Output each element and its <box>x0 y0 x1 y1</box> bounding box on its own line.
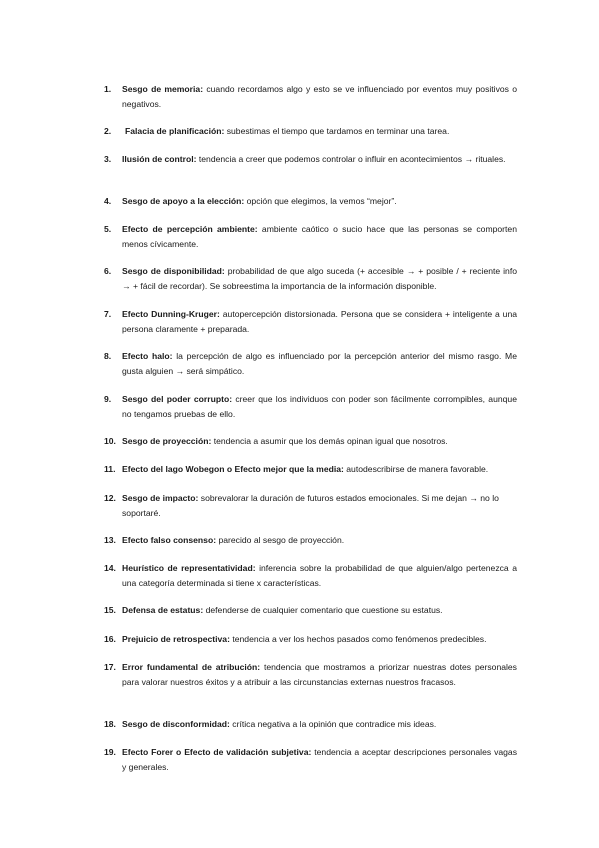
item-text <box>122 660 517 689</box>
item-term: Sesgo de disponibilidad: <box>122 266 225 276</box>
item-description: la percepción de algo es influenciado por la percepción anterior del mismo rasgo. Me gusta alguien → será simpático. <box>122 351 517 376</box>
item-term: Efecto de percepción ambiente: <box>122 224 258 234</box>
item-number: 10. <box>104 436 116 446</box>
item-description: autodescribirse de manera favorable. <box>343 464 489 474</box>
item-description: tendencia a asumir que los demás opinan igual que nosotros. <box>211 436 448 446</box>
item-text <box>122 491 517 520</box>
item-number: 6. <box>104 266 112 276</box>
item-description: subestimas el tiempo que tardamos en terminar una tarea. <box>224 126 450 136</box>
item-description: tendencia a creer que podemos controlar o influir en acontecimientos → rituales. <box>196 154 506 164</box>
item-term: Sesgo del poder corrupto: <box>122 394 233 404</box>
item-text <box>122 349 517 378</box>
item-description: crítica negativa a la opinión que contradice mis ideas. <box>229 719 437 729</box>
item-term: Error fundamental de atribución: <box>122 662 261 672</box>
item-description: cuando recordamos algo y esto se ve influenciado por eventos muy positivos o negativos. <box>122 84 517 109</box>
item-number: 7. <box>104 309 112 319</box>
item-text <box>122 632 517 647</box>
item-description: tendencia que mostramos a priorizar nuestras dotes personales para valorar nuestros éxitos y a atribuir a las circunstancias externas nuestros fracasos. <box>122 662 517 687</box>
item-term: Efecto halo: <box>122 351 173 361</box>
item-description: sobrevalorar la duración de futuros estados emocionales. Si me dejan → no lo soportaré. <box>122 493 499 518</box>
item-number: 4. <box>104 196 112 206</box>
item-number: 11. <box>104 464 116 474</box>
item-description: tendencia a ver los hechos pasados como fenómenos predecibles. <box>229 634 487 644</box>
item-number: 2. <box>104 126 112 136</box>
item-term: Sesgo de memoria: <box>122 84 204 94</box>
item-term: Falacia de planificación: <box>125 126 225 136</box>
item-text <box>122 434 517 449</box>
item-description: opción que elegimos, la vemos “mejor”. <box>244 196 397 206</box>
item-term: Heurístico de representatividad: <box>122 563 256 573</box>
item-term: Prejuicio de retrospectiva: <box>122 634 230 644</box>
item-text <box>122 264 517 293</box>
item-description: defenderse de cualquier comentario que cuestione su estatus. <box>203 605 443 615</box>
item-number: 16. <box>104 634 116 644</box>
item-term: Efecto del lago Wobegon o Efecto mejor que la media: <box>122 464 344 474</box>
item-description: tendencia a aceptar descripciones personales vagas y generales. <box>122 747 517 772</box>
item-term: Sesgo de disconformidad: <box>122 719 230 729</box>
item-term: Ilusión de control: <box>122 154 197 164</box>
item-text <box>122 603 517 618</box>
item-number: 5. <box>104 224 112 234</box>
item-description: parecido al sesgo de proyección. <box>216 535 345 545</box>
item-term: Efecto Forer o Efecto de validación subjetiva: <box>122 747 312 757</box>
item-description: inferencia sobre la probabilidad de que alguien/algo pertenezca a una categoría determinada si tiene x características. <box>122 563 517 588</box>
item-number: 14. <box>104 563 116 573</box>
item-description: autopercepción distorsionada. Persona que se considera + inteligente a una persona claramente + preparada. <box>122 309 517 334</box>
item-term: Sesgo de proyección: <box>122 436 212 446</box>
item-description: ambiente caótico o sucio hace que las personas se comporten menos cívicamente. <box>122 224 517 249</box>
item-text <box>122 717 517 732</box>
item-text <box>122 152 517 167</box>
item-number: 13. <box>104 535 116 545</box>
item-text <box>125 124 520 139</box>
item-number: 3. <box>104 154 112 164</box>
item-description: probabilidad de que algo suceda (+ accesible → + posible / + reciente info → + fácil de recordar). Se sobreestima la importancia de la información disponible. <box>122 266 518 291</box>
item-number: 1. <box>104 84 112 94</box>
item-number: 18. <box>104 719 116 729</box>
item-text <box>122 392 517 421</box>
item-description: creer que los individuos con poder son fácilmente corrompibles, aunque no tengamos pruebas de ello. <box>122 394 517 419</box>
item-term: Defensa de estatus: <box>122 605 204 615</box>
item-text <box>122 82 517 111</box>
item-text <box>122 462 517 477</box>
item-number: 17. <box>104 662 116 672</box>
item-number: 8. <box>104 351 112 361</box>
item-text <box>122 561 517 590</box>
item-term: Sesgo de apoyo a la elección: <box>122 196 245 206</box>
item-text <box>122 533 517 548</box>
item-number: 9. <box>104 394 112 404</box>
item-term: Sesgo de impacto: <box>122 493 199 503</box>
item-text <box>122 222 517 251</box>
item-text <box>122 745 517 774</box>
item-term: Efecto falso consenso: <box>122 535 217 545</box>
item-number: 19. <box>104 747 116 757</box>
item-number: 12. <box>104 493 116 503</box>
item-text <box>122 194 517 209</box>
item-number: 15. <box>104 605 116 615</box>
item-text <box>122 307 517 336</box>
item-term: Efecto Dunning-Kruger: <box>122 309 220 319</box>
